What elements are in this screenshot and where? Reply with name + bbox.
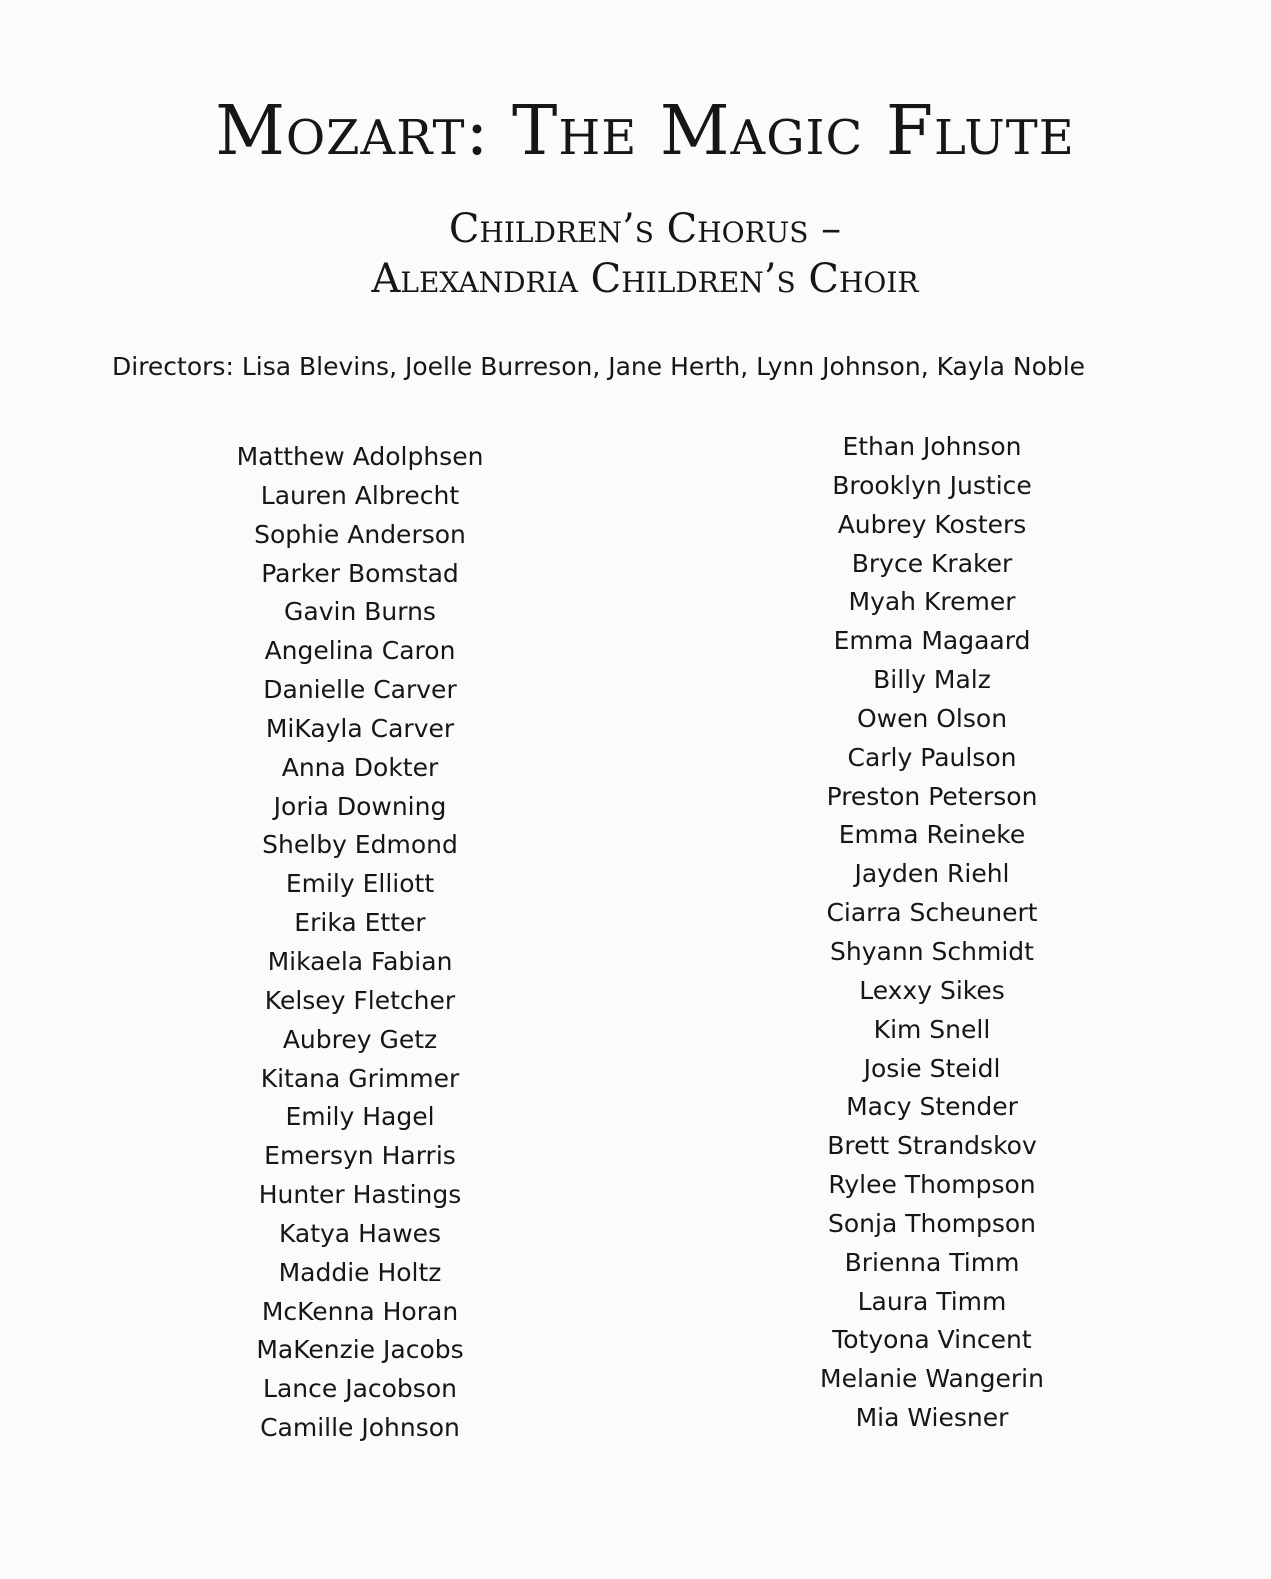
list-item: Melanie Wangerin bbox=[820, 1364, 1044, 1394]
list-item: Bryce Kraker bbox=[851, 548, 1013, 578]
list-item: Erika Etter bbox=[294, 908, 426, 938]
list-item: Preston Peterson bbox=[826, 781, 1038, 811]
list-item: Brooklyn Justice bbox=[832, 470, 1032, 500]
list-item: Macy Stender bbox=[846, 1092, 1018, 1122]
list-item: Shelby Edmond bbox=[262, 830, 458, 860]
list-item: Ciarra Scheunert bbox=[826, 898, 1038, 928]
list-item: Parker Bomstad bbox=[261, 558, 459, 588]
list-item: MiKayla Carver bbox=[265, 713, 455, 743]
list-item: Kelsey Fletcher bbox=[264, 985, 456, 1015]
list-item: Jayden Riehl bbox=[854, 859, 1010, 889]
list-item: Mia Wiesner bbox=[855, 1403, 1009, 1433]
list-item: Kim Snell bbox=[873, 1014, 991, 1044]
page-title: Mozart: The Magic Flute bbox=[215, 92, 1075, 171]
list-item: Shyann Schmidt bbox=[830, 936, 1034, 966]
list-item: McKenna Horan bbox=[261, 1296, 459, 1326]
subtitle-line-2: Alexandria Children’s Choir bbox=[371, 256, 919, 302]
list-item: Myah Kremer bbox=[848, 587, 1016, 617]
list-item: Owen Olson bbox=[856, 703, 1008, 733]
list-item: Anna Dokter bbox=[281, 752, 439, 782]
list-item: Carly Paulson bbox=[847, 742, 1017, 772]
list-item: Maddie Holtz bbox=[278, 1257, 442, 1287]
list-item: Matthew Adolphsen bbox=[236, 442, 484, 471]
list-item: Ethan Johnson bbox=[842, 432, 1022, 461]
list-item: Camille Johnson bbox=[260, 1413, 460, 1443]
list-item: Joria Downing bbox=[273, 791, 447, 821]
list-item: Laura Timm bbox=[857, 1286, 1007, 1316]
list-item: Lance Jacobson bbox=[263, 1374, 457, 1404]
list-item: Angelina Caron bbox=[264, 636, 456, 666]
list-item: Aubrey Getz bbox=[282, 1024, 438, 1054]
list-item: Katya Hawes bbox=[278, 1218, 442, 1248]
list-item: Rylee Thompson bbox=[828, 1170, 1036, 1200]
directors-line: Directors: Lisa Blevins, Joelle Burreson, Jane Herth, Lynn Johnson, Kayla Noble bbox=[112, 352, 1086, 381]
list-item: MaKenzie Jacobs bbox=[256, 1335, 464, 1365]
list-item: Emma Magaard bbox=[833, 626, 1031, 656]
list-item: Lauren Albrecht bbox=[260, 480, 460, 510]
list-item: Aubrey Kosters bbox=[837, 509, 1027, 539]
list-item: Lexxy Sikes bbox=[859, 975, 1005, 1005]
list-item: Gavin Burns bbox=[284, 597, 436, 627]
list-item: Sonja Thompson bbox=[827, 1208, 1037, 1238]
list-item: Josie Steidl bbox=[863, 1053, 1001, 1083]
members-list-left bbox=[190, 438, 530, 1448]
list-item: Brienna Timm bbox=[844, 1247, 1020, 1277]
list-item: Hunter Hastings bbox=[258, 1180, 462, 1210]
list-item: Totyona Vincent bbox=[832, 1325, 1032, 1355]
list-item: Danielle Carver bbox=[263, 675, 457, 705]
members-list-right bbox=[762, 428, 1102, 1438]
list-item: Brett Strandskov bbox=[827, 1131, 1037, 1161]
subtitle-line-1: Children’s Chorus – bbox=[448, 206, 842, 252]
list-item: Mikaela Fabian bbox=[267, 946, 453, 976]
list-item: Emersyn Harris bbox=[264, 1141, 456, 1171]
list-item: Kitana Grimmer bbox=[260, 1063, 460, 1093]
list-item: Billy Malz bbox=[873, 665, 991, 695]
list-item: Emily Hagel bbox=[285, 1102, 435, 1132]
list-item: Emma Reineke bbox=[838, 820, 1026, 850]
list-item: Emily Elliott bbox=[285, 869, 435, 899]
list-item: Sophie Anderson bbox=[254, 519, 466, 549]
